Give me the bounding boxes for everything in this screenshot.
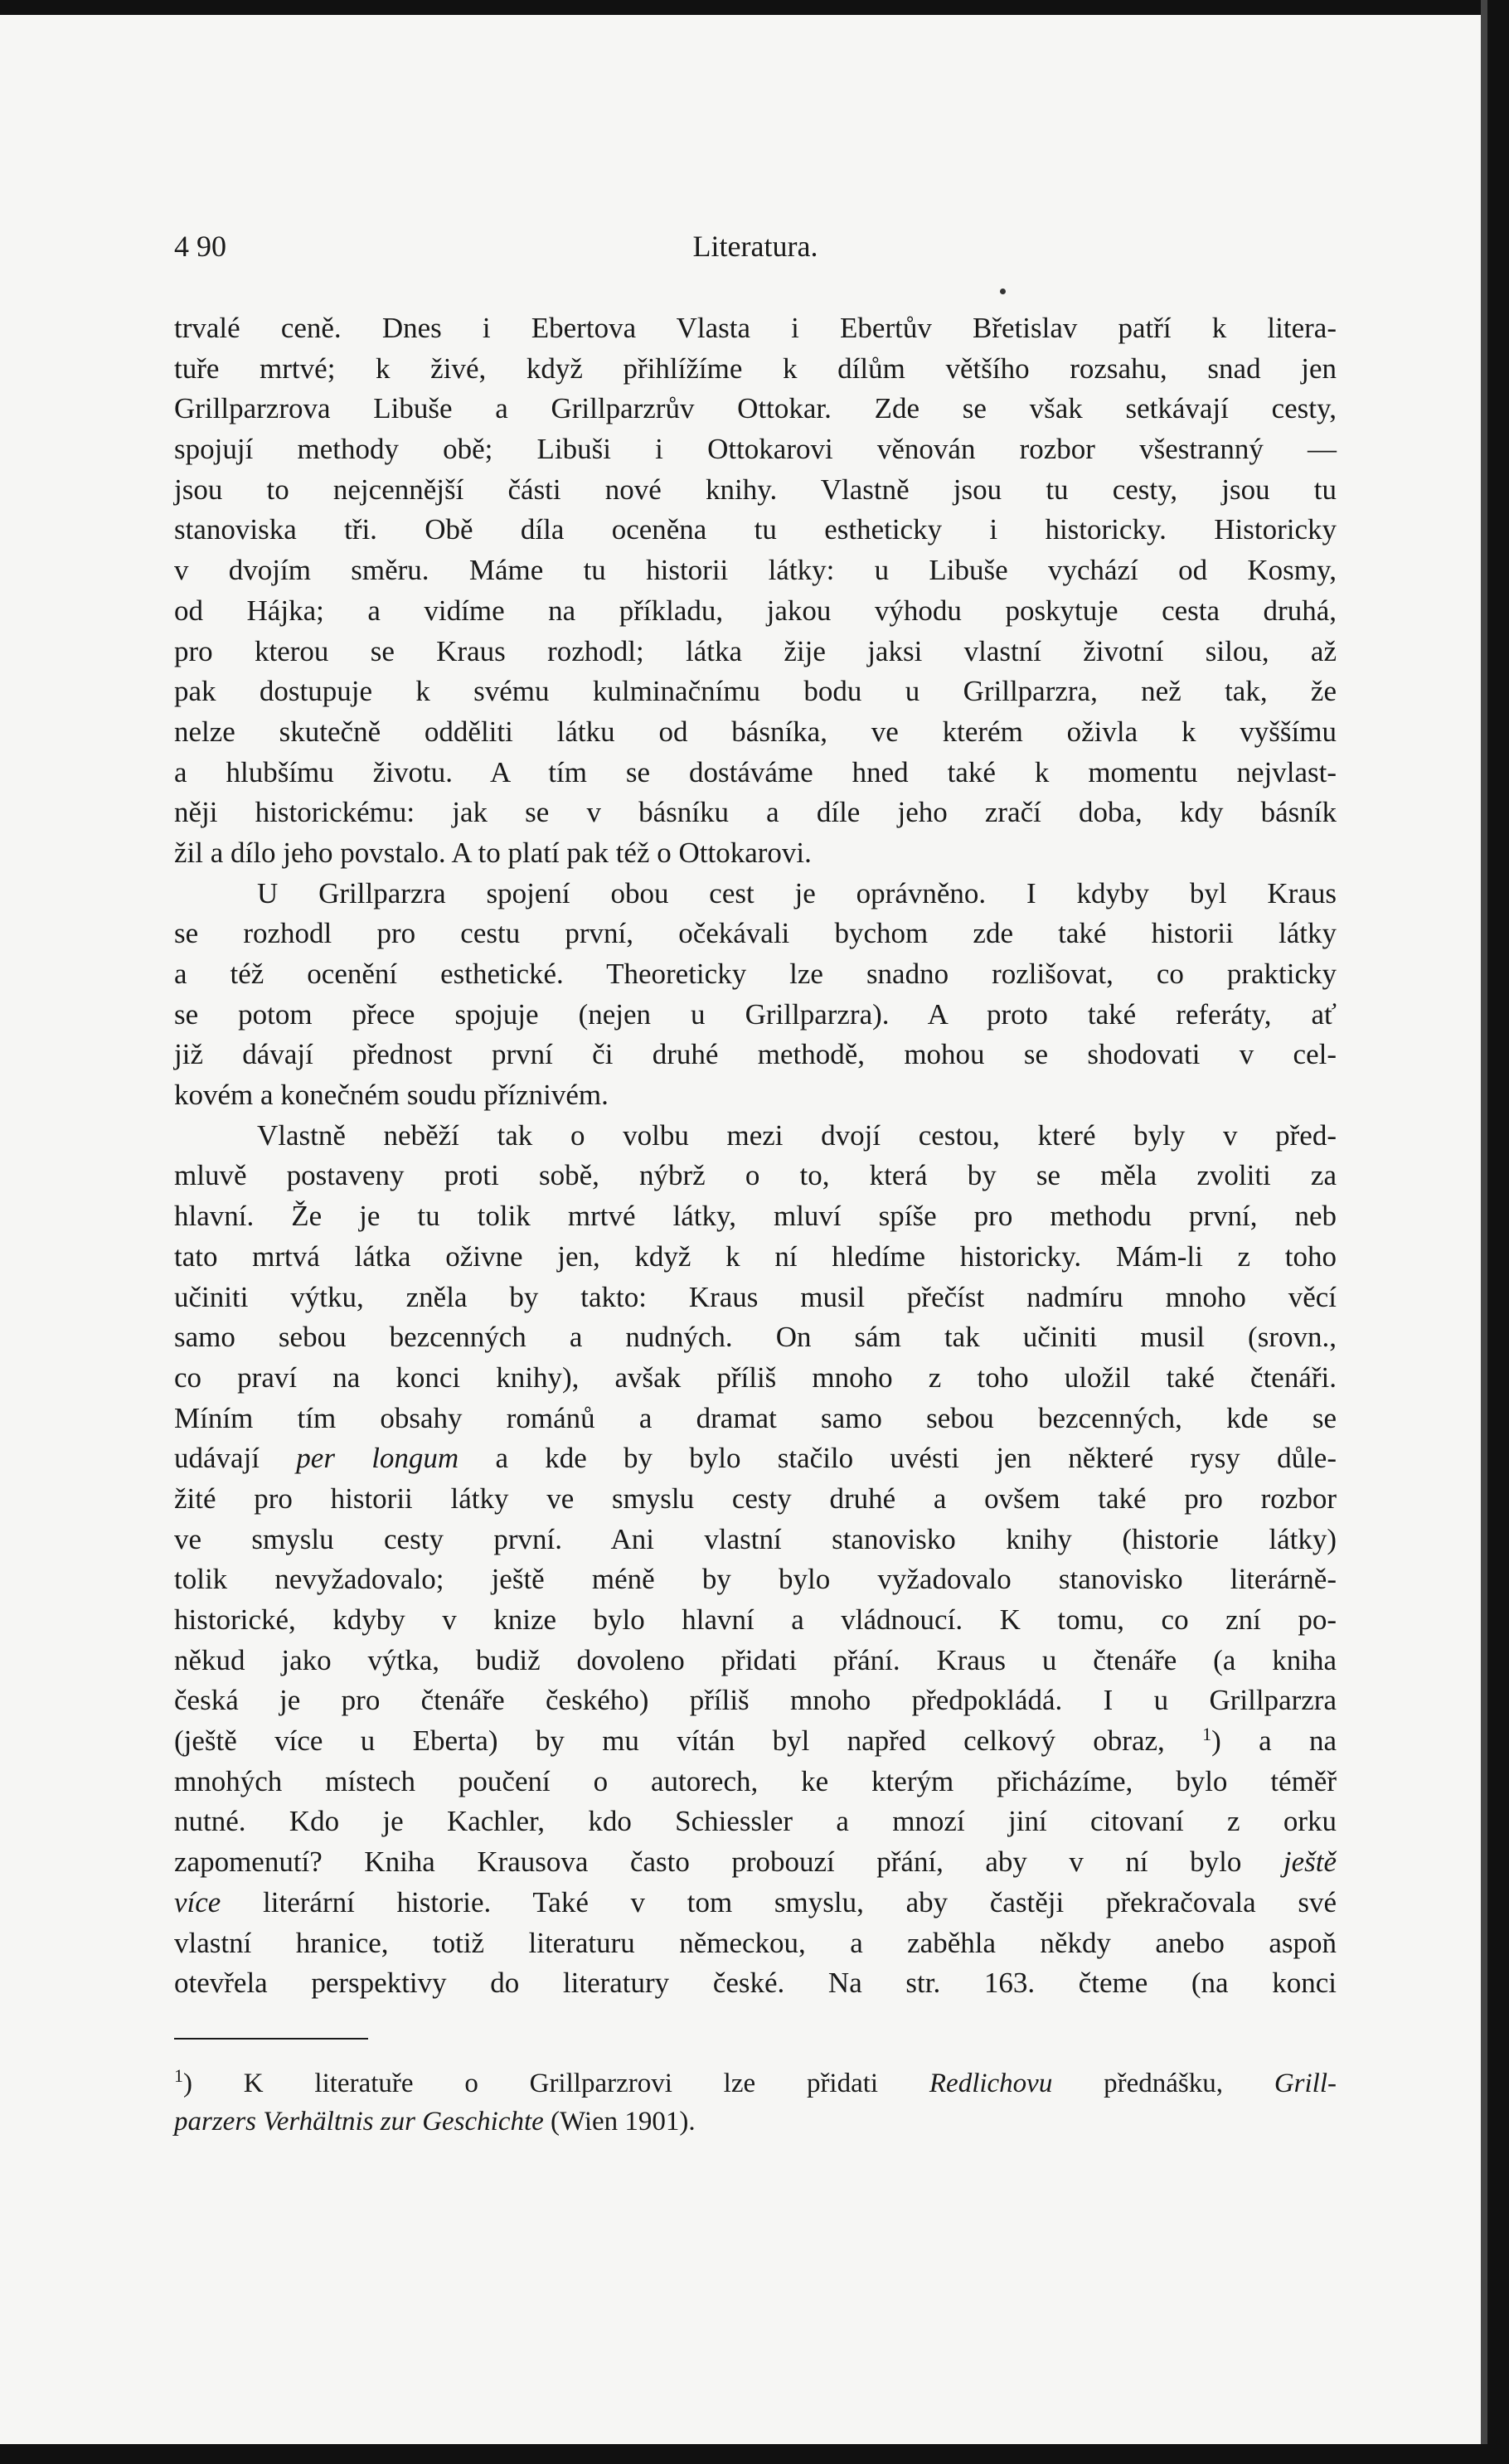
italic-phrase: per longum: [296, 1442, 459, 1475]
text-line: otevřela perspektivy do literatury české. Na str. 163. čteme (na konci: [174, 1967, 1337, 2000]
text-line: učiniti výtku, zněla by takto: Kraus musil přečíst nadmíru mnoho věcí: [174, 1280, 1337, 1313]
text-line: se potom přece spojuje (nejen u Grillparzra). A proto také referáty, ať: [174, 997, 1337, 1031]
text-line: vlastní hranice, totiž literaturu německou, a zaběhla někdy anebo aspoň: [174, 1926, 1337, 1959]
text-line: nelze skutečně odděliti látku od básníka, ve kterém oživla k vyššímu: [174, 715, 1337, 748]
footnote-text: ) K literatuře o Grillparzrovi lze přidati: [183, 2069, 929, 2098]
text-line: trvalé ceně. Dnes i Ebertova Vlasta i Ebertův Břetislav patří k litera-: [174, 312, 1337, 344]
italic-word: více: [174, 1885, 221, 1918]
text-line: něji historickému: jak se v básníku a díle jeho zračí doba, kdy básník: [174, 796, 1337, 829]
text-run: zapomenutí? Kniha Krausova často probouzí přání, aby v ní bylo: [174, 1846, 1283, 1879]
text-line: v dvojím směru. Máme tu historii látky: u Libuše vychází od Kosmy,: [174, 554, 1337, 587]
text-line: Míním tím obsahy románů a dramat samo sebou bezcenných, kde se: [174, 1401, 1337, 1434]
scan-border-right-shadow: [1481, 0, 1487, 2464]
text-line: již dávají přednost první či druhé methodě, mohou se shodovati v cel-: [174, 1038, 1337, 1071]
text-line: žité pro historii látky ve smyslu cesty druhé a ovšem také pro rozbor: [174, 1482, 1337, 1515]
text-line: ve smyslu cesty první. Ani vlastní stanovisko knihy (historie látky): [174, 1522, 1337, 1555]
text-run: ) a na: [1211, 1724, 1337, 1758]
text-line: hlavní. Že je tu tolik mrtvé látky, mluví spíše pro methodu první, neb: [174, 1200, 1337, 1233]
text-line: tato mrtvá látka oživne jen, když k ní hledíme historicky. Mám-li z toho: [174, 1239, 1337, 1273]
text-line: mnohých místech poučení o autorech, ke kterým přicházíme, bylo téměř: [174, 1764, 1337, 1797]
text-run: udávají: [174, 1442, 297, 1475]
footnote: [174, 2064, 1337, 2141]
text-line: U Grillparzra spojení obou cest je oprávněno. I kdyby byl Kraus: [257, 876, 1337, 909]
footnote-title: parzers Verhältnis zur Geschichte: [174, 2107, 544, 2137]
text-line: Grillparzrova Libuše a Grillparzrův Ottokar. Zde se však setkávají cesty,: [174, 392, 1337, 425]
text-line: Vlastně neběží tak o volbu mezi dvojí cestou, které byly v před-: [257, 1118, 1337, 1152]
text-line: a též ocenění esthetické. Theoreticky lze snadno rozlišovat, co prakticky: [174, 958, 1337, 990]
text-line: od Hájka; a vidíme na příkladu, jakou výhodu poskytuje cesta druhá,: [174, 594, 1337, 627]
text-line: kovém a konečném soudu příznivém.: [174, 1079, 609, 1112]
ink-speck: [1000, 289, 1006, 294]
text-line: se rozhodl pro cestu první, očekávali bychom zde také historii látky: [174, 917, 1337, 950]
text-line: spojují methody obě; Libuši i Ottokarovi věnován rozbor všestranný —: [174, 433, 1337, 466]
footnote-author: Redlichovu: [929, 2069, 1053, 2098]
text-run: literární historie. Také v tom smyslu, aby častěji překračovala své: [263, 1885, 1337, 1918]
text-line: a hlubšímu životu. A tím se dostáváme hned také k momentu nejvlast-: [174, 755, 1337, 788]
text-line: pro kterou se Kraus rozhodl; látka žije jaksi vlastní životní silou, až: [174, 634, 1337, 667]
text-line: tuře mrtvé; k živé, když přihlížíme k dílům většího rozsahu, snad jen: [174, 352, 1337, 385]
text-line: co praví na konci knihy), avšak příliš mnoho z toho uložil také čtenáři.: [174, 1361, 1337, 1394]
text-line: česká je pro čtenáře českého) příliš mnoho předpokládá. I u Grillparzra: [174, 1684, 1337, 1717]
footnote-reference: 1: [1202, 1724, 1212, 1745]
footnote-line: [174, 2103, 1337, 2141]
scan-border-bottom: [0, 2444, 1509, 2464]
footnote-marker: 1: [174, 2065, 183, 2086]
scan-border-right: [1487, 0, 1509, 2464]
text-line: nutné. Kdo je Kachler, kdo Schiessler a mnozí jiní citovaní z orku: [174, 1805, 1337, 1838]
text-line: tolik nevyžadovalo; ještě méně by bylo vyžadovalo stanovisko literárně-: [174, 1563, 1337, 1596]
text-line: [174, 1721, 1337, 1762]
body-text: [174, 308, 1337, 2004]
footnote-title: Grill-: [1274, 2069, 1337, 2098]
text-line: jsou to nejcennější části nové knihy. Vlastně jsou tu cesty, jsou tu: [174, 473, 1337, 506]
text-line: pak dostupuje k svému kulminačnímu bodu u Grillparzra, než tak, že: [174, 675, 1337, 708]
footnote-line: [174, 2064, 1337, 2103]
text-line: někud jako výtka, budiž dovoleno přidati přání. Kraus u čtenáře (a kniha: [174, 1643, 1337, 1676]
text-line: stanoviska tři. Obě díla oceněna tu estheticky i historicky. Historicky: [174, 513, 1337, 546]
text-line: mluvě postaveny proti sobě, nýbrž o to, která by se měla zvoliti za: [174, 1159, 1337, 1192]
footnote-text: (Wien 1901).: [543, 2107, 696, 2137]
page-number: 4 90: [174, 230, 226, 263]
footnote-text: přednášku,: [1052, 2069, 1274, 2098]
text-run: a kde by bylo stačilo uvésti jen některé rysy důle-: [459, 1442, 1337, 1475]
text-line: historické, kdyby v knize bylo hlavní a vládnoucí. K tomu, co zní po-: [174, 1603, 1337, 1636]
text-line: samo sebou bezcenných a nudných. On sám tak učiniti musil (srovn.,: [174, 1321, 1337, 1354]
text-line: [174, 1438, 1337, 1479]
text-line: [174, 1842, 1337, 1883]
text-line: žil a dílo jeho povstalo. A to platí pak též o Ottokarovi.: [174, 836, 812, 869]
running-title: Literatura.: [692, 230, 818, 263]
italic-word: ještě: [1283, 1846, 1337, 1879]
running-head: [174, 229, 1337, 265]
text-run: (ještě více u Eberta) by mu vítán byl napřed celkový obraz,: [174, 1724, 1165, 1758]
scan-border-top: [0, 0, 1509, 15]
text-line: [174, 1883, 1337, 1923]
footnote-separator: [174, 2038, 368, 2040]
